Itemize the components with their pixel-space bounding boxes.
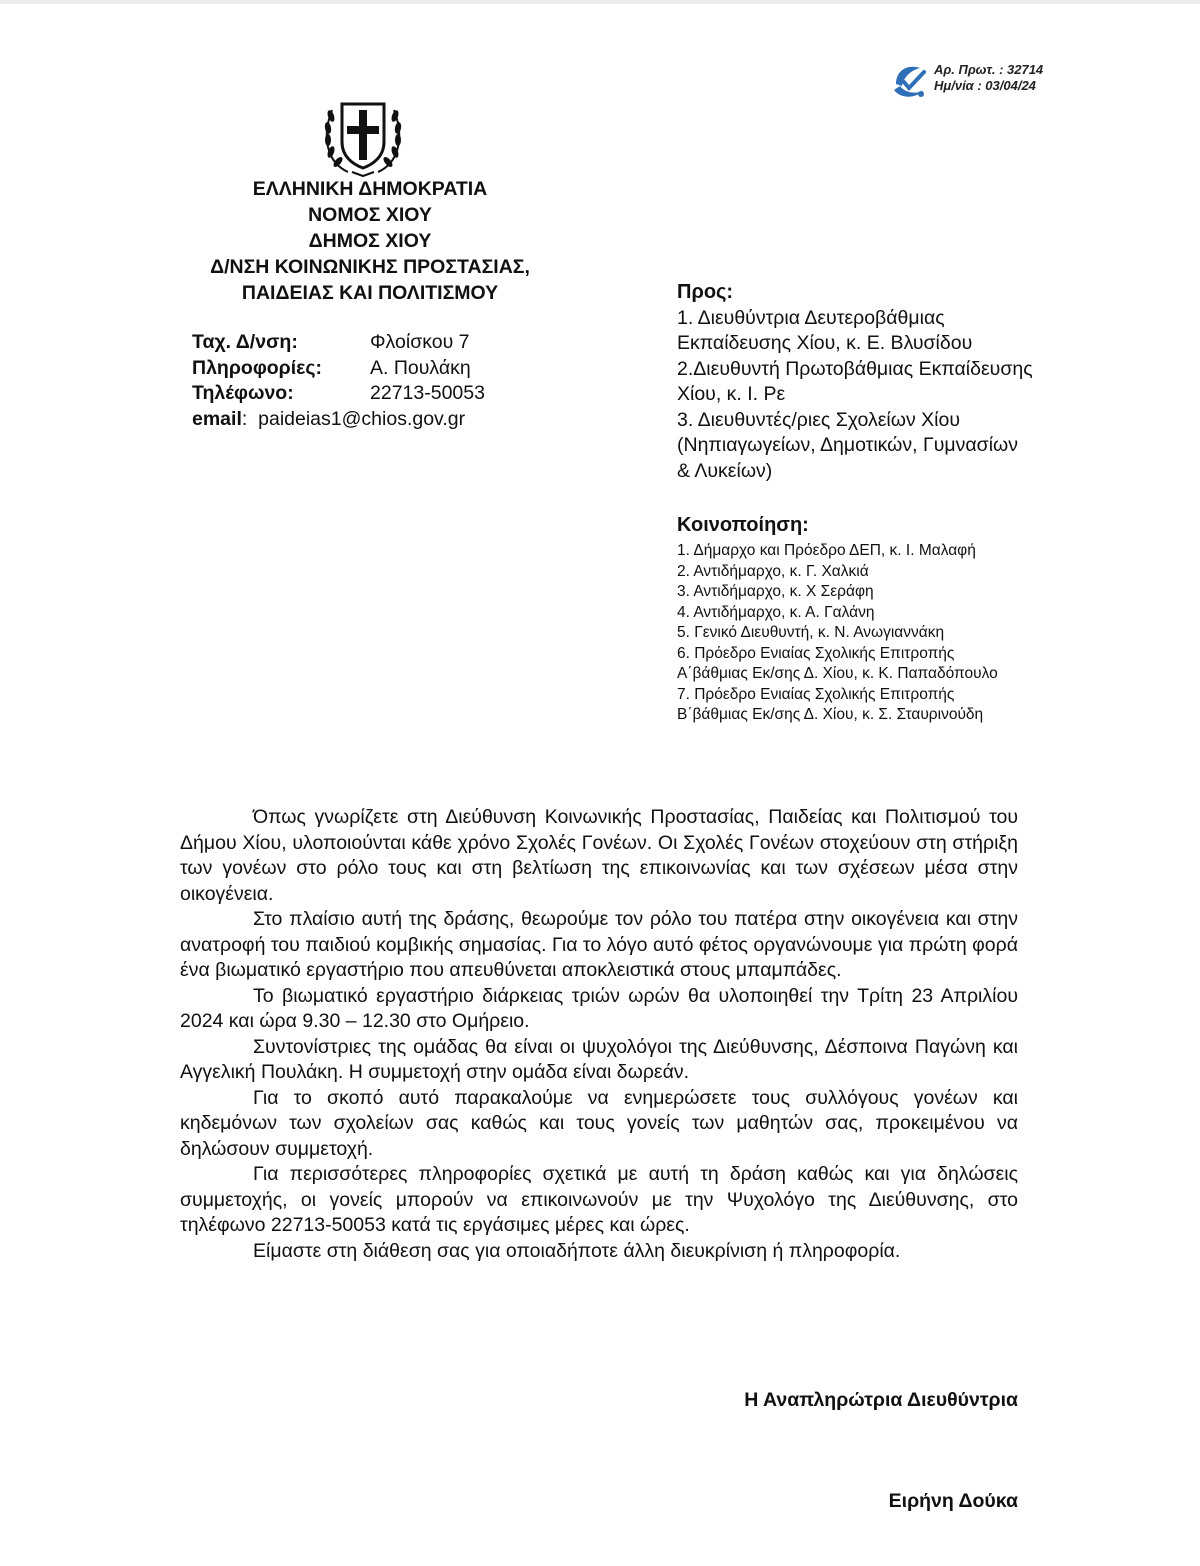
recipient-line: 1. Διευθύντρια Δευτεροβάθμιας [677, 306, 945, 329]
email-value: paideias1@chios.gov.gr [258, 407, 466, 430]
letter-body [180, 805, 1018, 1264]
body-paragraph: Το βιωματικό εργαστήριο διάρκειας τριών ωρών θα υλοποιηθεί την Τρίτη 23 Απριλίου 2024 και ώρα 9.30 – 12.30 στο Ομήρειο. [180, 984, 1018, 1032]
header-line: ΝΟΜΟΣ ΧΙΟΥ [308, 204, 432, 226]
info-row [192, 356, 485, 382]
contact-details [192, 330, 485, 432]
header-line: Δ/ΝΣΗ ΚΟΙΝΩΝΙΚΗΣ ΠΡΟΣΤΑΣΙΑΣ, [210, 256, 530, 278]
greek-emblem-icon [318, 96, 408, 178]
cc-line: 1. Δήμαρχο και Πρόεδρο ΔΕΠ, κ. Ι. Μαλαφή [677, 542, 976, 559]
protocol-stamp [890, 58, 1070, 106]
cc-line: 6. Πρόεδρο Ενιαίας Σχολικής Επιτροπής [677, 644, 955, 662]
phone-value: 22713-50053 [370, 382, 485, 404]
body-paragraph: Όπως γνωρίζετε στη Διεύθυνση Κοινωνικής Προστασίας, Παιδείας και Πολιτισμού του Δήμου Χίου, υλοποιούνται κάθε χρόνο Σχολές Γονέων. Οι Σχολές Γονέων στοχεύουν στη στήριξη των γονέων στο ρόλο τους και στη βελτίωση της επικοινωνίας και των σχέσεων μέσα στην οικογένεια. [180, 806, 1018, 905]
recipient-line: (Νηπιαγωγείων, Δημοτικών, Γυμνασίων [677, 434, 1019, 456]
cc-block [677, 512, 1097, 726]
body-paragraph: Συντονίστριες της ομάδας θα είναι οι ψυχολόγοι της Διεύθυνσης, Δέσποινα Παγώνη και Αγγελική Πουλάκη. Η συμμετοχή στην ομάδα είναι δωρεάν. [180, 1035, 1018, 1083]
cc-list [677, 541, 1097, 726]
recipient-line: Εκπαίδευσης Χίου, κ. Ε. Βλυσίδου [677, 332, 973, 354]
recipient-line: 2.Διευθυντή Πρωτοβάθμιας Εκπαίδευσης [677, 357, 1033, 380]
cc-heading: Κοινοποίηση: [677, 514, 809, 536]
top-edge-bar [0, 0, 1200, 4]
protocol-number: Αρ. Πρωτ. : 32714 [934, 62, 1044, 77]
cc-line: 4. Αντιδήμαρχο, κ. Α. Γαλάνη [677, 603, 875, 621]
body-paragraph: Για περισσότερες πληροφορίες σχετικά με αυτή τη δράση καθώς και για δηλώσεις συμμετοχής, οι γονείς μπορούν να επικοινωνούν με την Ψυχολόγο της Διεύθυνσης, στο τηλέφωνο 22713-50053 κατά τις εργάσιμες μέρες και ώρες. [180, 1163, 1018, 1236]
cc-line: 2. Αντιδήμαρχο, κ. Γ. Χαλκιά [677, 562, 869, 580]
signatory-name: Ειρήνη Δούκα [888, 1490, 1018, 1512]
digital-signature-logo-icon [890, 60, 930, 102]
phone-row [192, 381, 485, 407]
cc-line: 7. Πρόεδρο Ενιαίας Σχολικής Επιτροπής [677, 685, 955, 703]
phone-label: Τηλέφωνο: [192, 382, 294, 404]
address-label: Ταχ. Δ/νση: [192, 331, 298, 353]
email-row: email: paideias1@chios.gov.gr [192, 407, 466, 430]
recipients-block [677, 280, 1097, 484]
cc-line: 3. Αντιδήμαρχο, κ. Χ Σεράφη [677, 583, 874, 600]
cc-line: 5. Γενικό Διευθυντή, κ. Ν. Ανωγιαννάκη [677, 624, 945, 641]
body-paragraph: Στο πλαίσιο αυτή της δράσης, θεωρούμε τον ρόλο του πατέρα στην οικογένεια και στην ανατροφή του παιδιού κομβικής σημασίας. Για το λόγο αυτό φέτος οργανώνουμε για πρώτη φορά ένα βιωματικό εργαστήριο που απευθύνεται αποκλειστικά στους μπαμπάδες. [180, 908, 1018, 981]
signatory-title: Η Αναπληρώτρια Διευθύντρια [744, 1389, 1018, 1411]
protocol-date: Ημ/νία : 03/04/24 [934, 78, 1036, 93]
recipient-line: Χίου, κ. Ι. Ρε [677, 383, 786, 405]
cc-line: Β΄βάθμιας Εκ/σης Δ. Χίου, κ. Σ. Σταυρινούδη [677, 706, 984, 723]
recipient-line: 3. Διευθυντές/ριες Σχολείων Χίου [677, 408, 960, 431]
header-line: ΠΑΙΔΕΙΑΣ ΚΑΙ ΠΟΛΙΤΙΣΜΟΥ [241, 282, 499, 304]
body-paragraph: Είμαστε στη διάθεση σας για οποιαδήποτε άλλη διευκρίνιση ή πληροφορία. [253, 1239, 901, 1262]
address-row [192, 330, 485, 356]
info-label: Πληροφορίες: [192, 356, 323, 379]
body-paragraph: Για το σκοπό αυτό παρακαλούμε να ενημερώσετε τους συλλόγους γονέων και κηδεμόνων των σχολείων σας καθώς και τους γονείς των μαθητών σας, προκειμένου να δηλώσουν συμμετοχή. [180, 1086, 1018, 1160]
cc-line: Α΄βάθμιας Εκ/σης Δ. Χίου, κ. Κ. Παπαδόπουλο [677, 665, 998, 682]
recipient-line: & Λυκείων) [677, 459, 773, 482]
recipients-heading: Προς: [677, 281, 734, 303]
header-line: ΕΛΛΗΝΙΚΗ ΔΗΜΟΚΡΑΤΙΑ [252, 178, 488, 200]
issuer-header [150, 176, 590, 306]
info-value: Α. Πουλάκη [370, 356, 471, 379]
header-line: ΔΗΜΟΣ ΧΙΟΥ [308, 230, 432, 252]
address-value: Φλοίσκου 7 [370, 331, 470, 353]
email-label: email [192, 407, 242, 430]
